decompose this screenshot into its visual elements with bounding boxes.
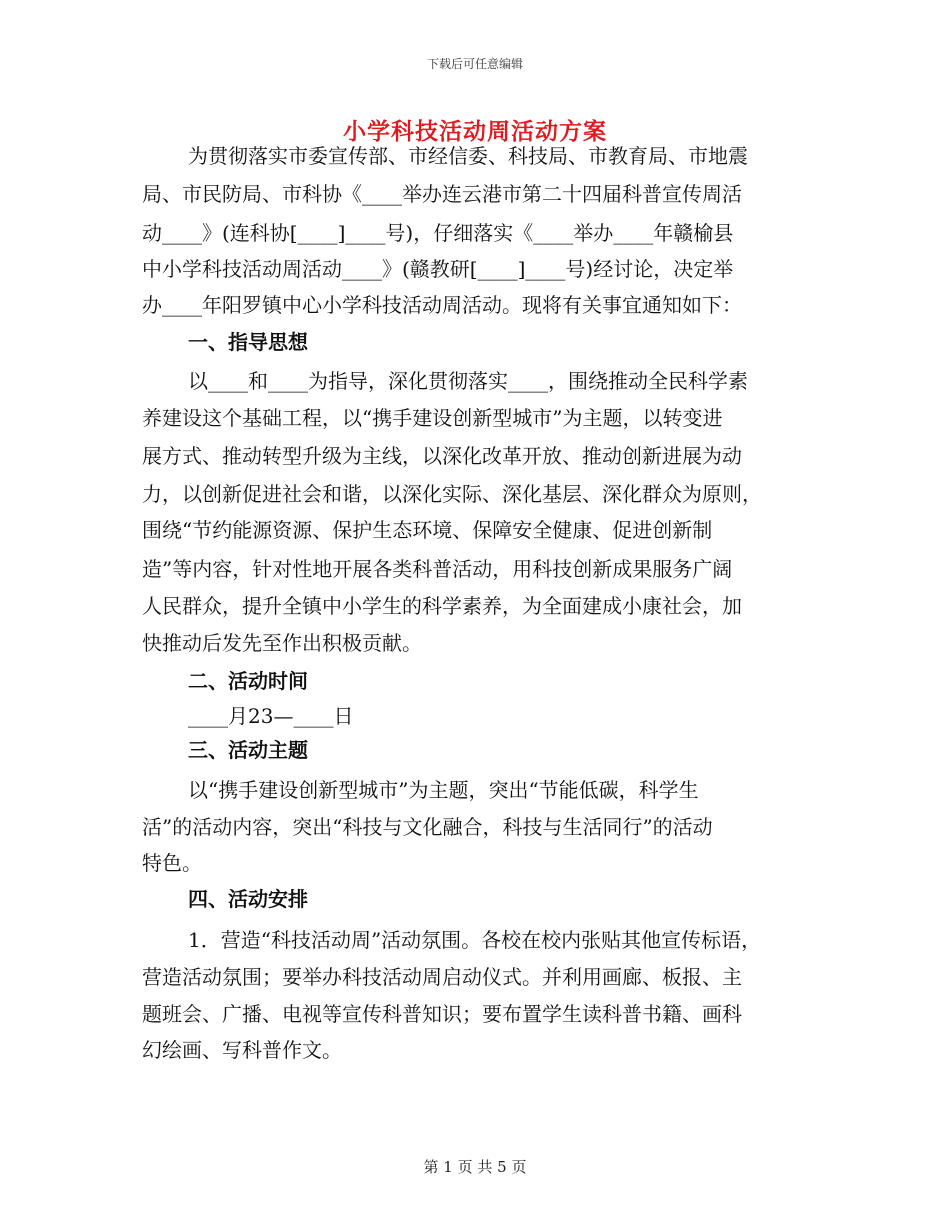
text-line: 人民群众，提升全镇中小学生的科学素养，为全面建成小康社会，加 xyxy=(142,594,742,618)
text-line: 营造活动氛围；要举办科技活动周启动仪式。并利用画廊、板报、主 xyxy=(142,965,742,989)
text-line: 幻绘画、写科普作文。 xyxy=(142,1038,342,1062)
text-line: 围绕“节约能源资源、保护生态环境、保障安全健康、促进创新制 xyxy=(142,518,713,542)
page-header: 下载后可任意编辑 xyxy=(426,57,523,71)
text-line: 以____和____为指导，深化贯彻落实____，围绕推动全民科学素 xyxy=(188,369,748,393)
text-line: 1．营造“科技活动周”活动氛围。各校在校内张贴其他宣传标语， xyxy=(188,928,762,952)
text-line: 局、市民防局、市科协《____举办连云港市第二十四届科普宣传周活 xyxy=(142,182,742,206)
text-line: 中小学科技活动周活动____》(赣教研[____]____号)经讨论，决定举 xyxy=(142,257,734,281)
section-heading: 一、指导思想 xyxy=(188,330,308,354)
section-heading: 二、活动时间 xyxy=(188,669,308,693)
text-line: 力，以创新促进社会和谐，以深化实际、深化基层、深化群众为原则， xyxy=(142,482,762,506)
text-line: 动____》(连科协[____]____号)，仔细落实《____举办____年赣榆县 xyxy=(142,221,734,245)
page-footer: 第 1 页 共 5 页 xyxy=(423,1158,527,1176)
text-line: 造”等内容，针对性地开展各类科普活动，用科技创新成果服务广阔 xyxy=(142,557,733,581)
text-line: 养建设这个基础工程，以“携手建设创新型城市”为主题，以转变进 xyxy=(142,406,723,430)
text-line: 题班会、广播、电视等宣传科普知识；要布置学生读科普书籍、画科 xyxy=(142,1002,742,1026)
text-line: 快推动后发先至作出积极贡献。 xyxy=(142,631,422,655)
text-line: 展方式、推动转型升级为主线，以深化改革开放、推动创新进展为动 xyxy=(142,444,742,468)
text-line: 特色。 xyxy=(142,851,202,875)
text-line: 以“携手建设创新型城市”为主题，突出“节能低碳，科学生 xyxy=(188,778,699,802)
section-heading: 四、活动安排 xyxy=(188,887,308,911)
text-line: 活”的活动内容，突出“科技与文化融合，科技与生活同行”的活动 xyxy=(142,815,713,839)
text-line: ____月23—____日 xyxy=(188,704,354,728)
section-heading: 三、活动主题 xyxy=(188,738,308,762)
text-line: 办____年阳罗镇中心小学科技活动周活动。现将有关事宜通知如下： xyxy=(142,293,742,317)
document-title: 小学科技活动周活动方案 xyxy=(343,118,607,145)
text-line: 为贯彻落实市委宣传部、市经信委、科技局、市教育局、市地震 xyxy=(188,144,748,168)
